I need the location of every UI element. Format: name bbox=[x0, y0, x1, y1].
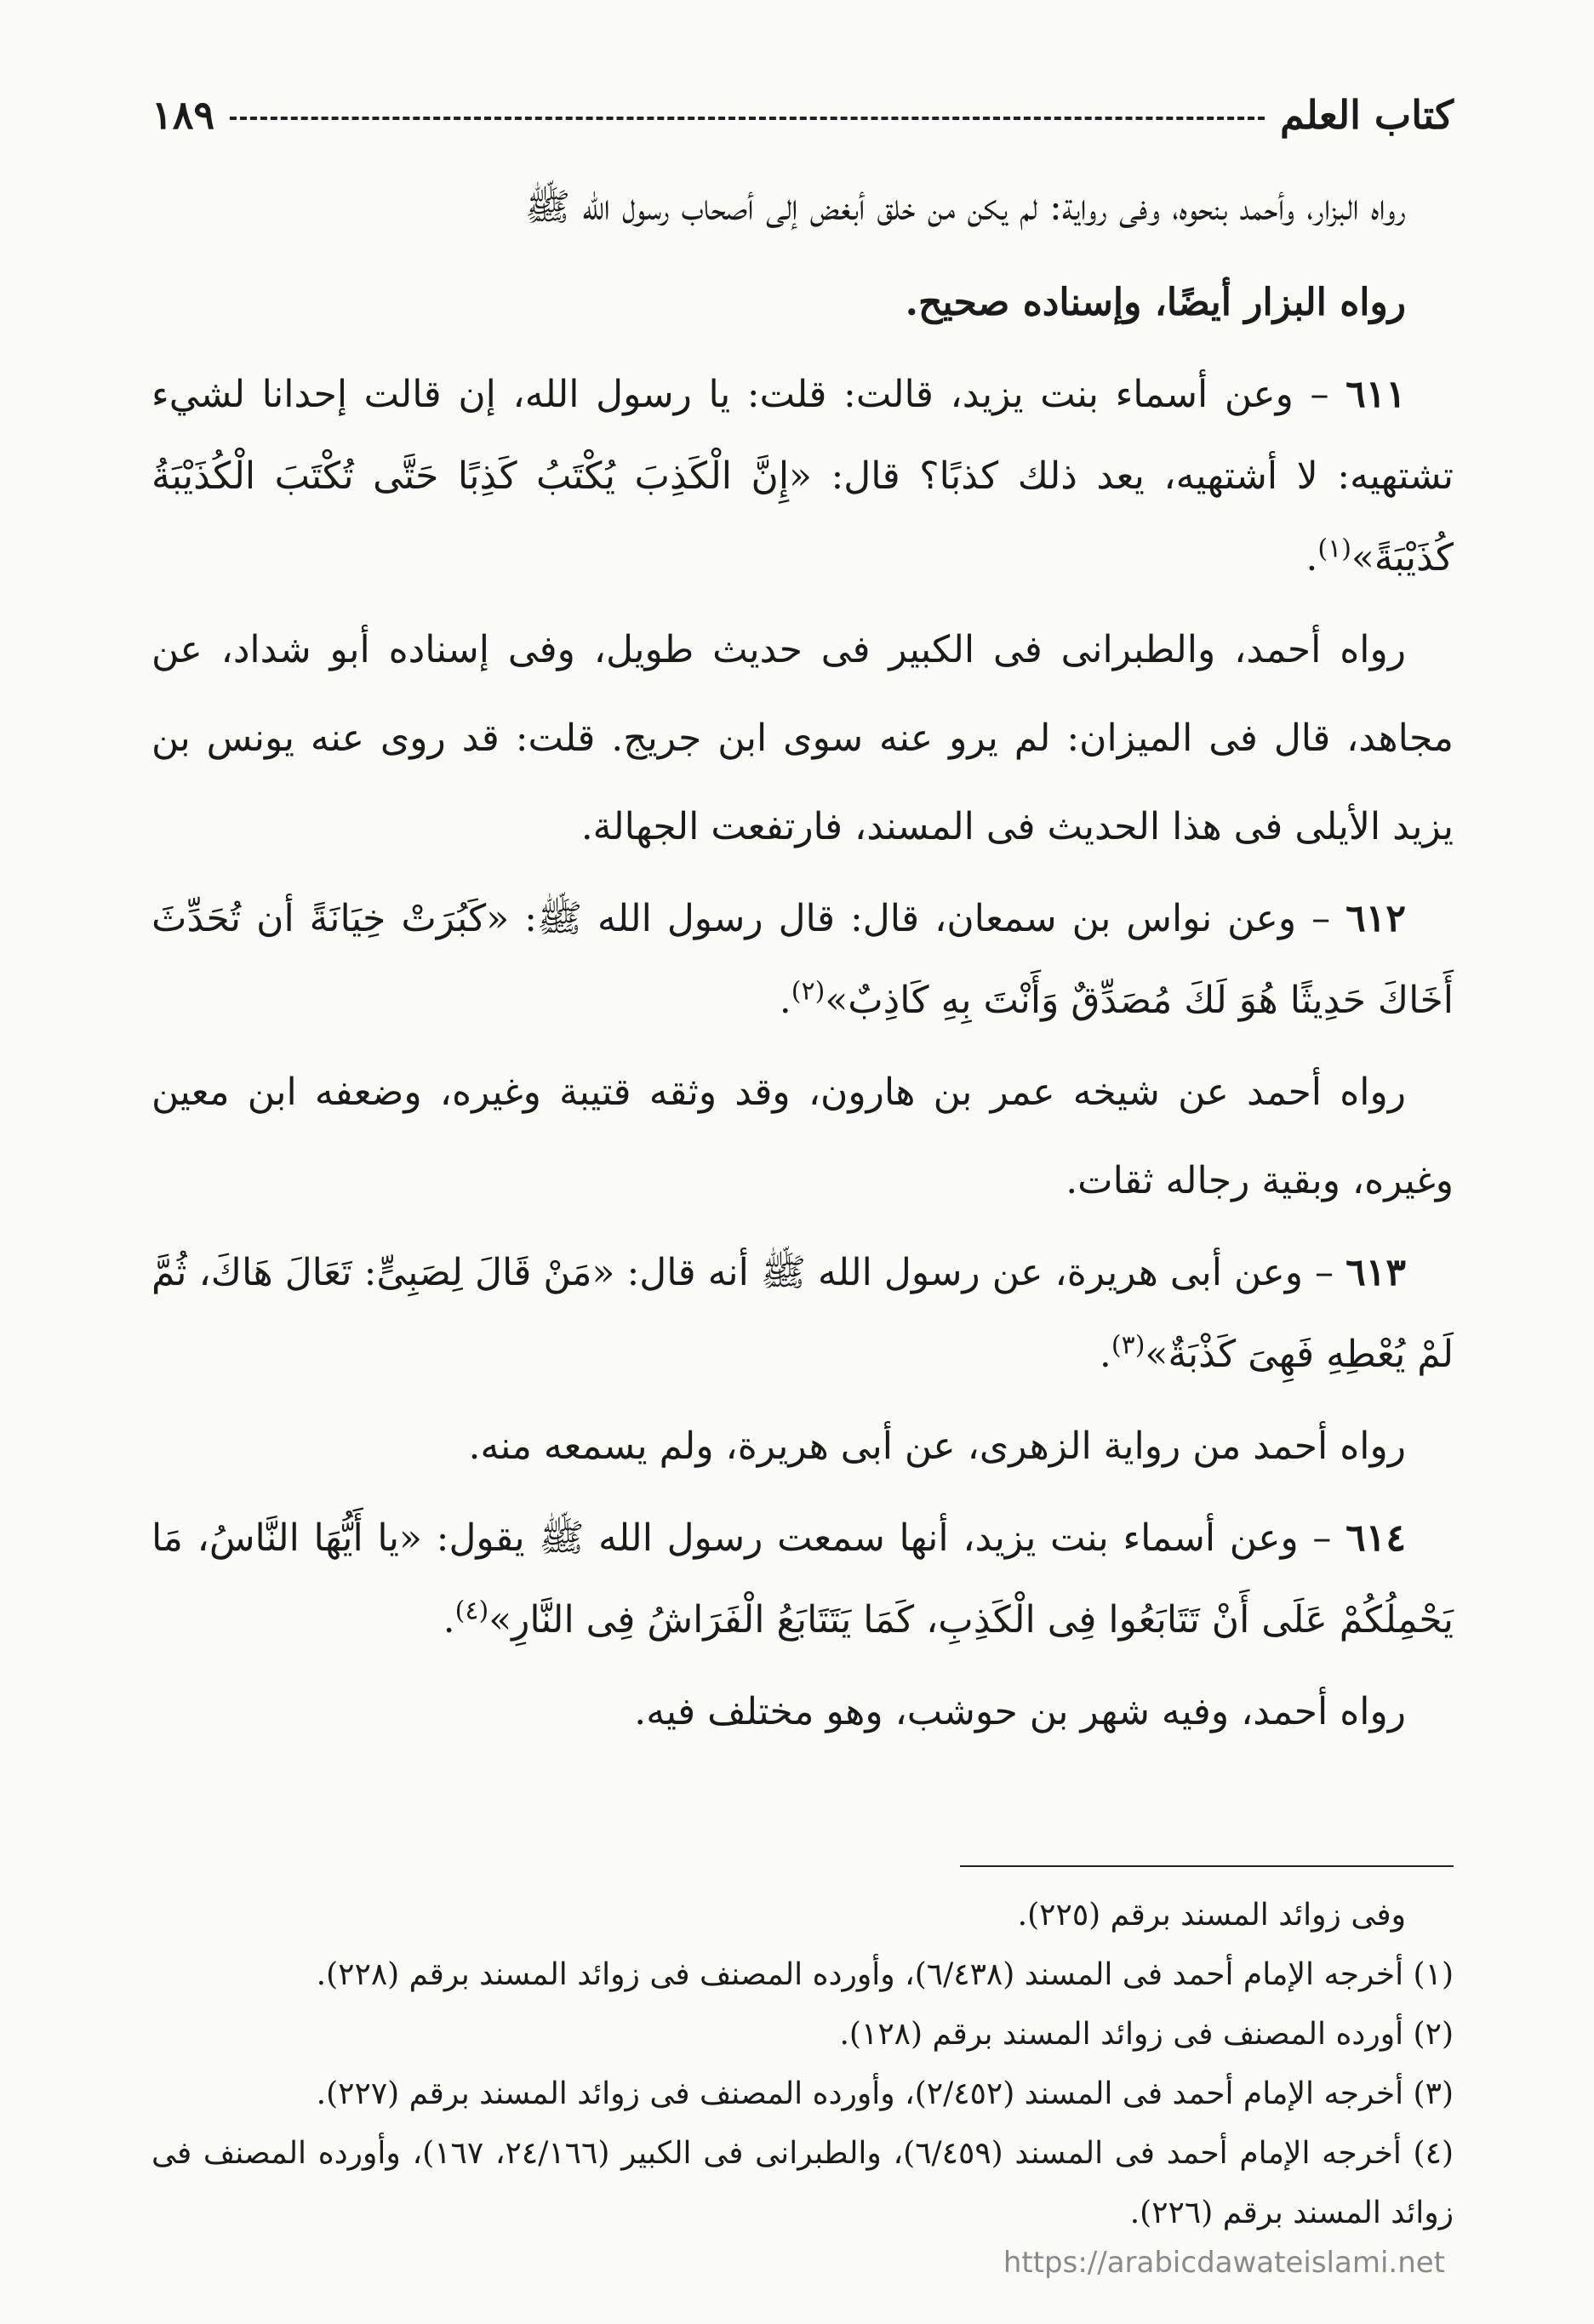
footnote-ref: (١) bbox=[1317, 534, 1351, 564]
footnote-1: (١) أخرجه الإمام أحمد فى المسند (٦/٤٣٨)، وأورده المصنف فى زوائد المسند برقم (٢٢٨). bbox=[316, 1957, 1454, 1992]
paragraph-text: رواه البزار أيضًا، وإسناده صحيح. bbox=[905, 281, 1406, 324]
header-divider bbox=[230, 117, 1265, 120]
hadith-612-source bbox=[151, 1048, 1454, 1225]
source-text: رواه أحمد من رواية الزهرى، عن أبى هريرة، ولم يسمعه منه. bbox=[468, 1425, 1406, 1468]
footnote-ref: (٤) bbox=[454, 1596, 489, 1626]
footnote-continued: وفى زوائد المسند برقم (٢٢٥). bbox=[1017, 1898, 1406, 1933]
footnote-divider bbox=[960, 1865, 1454, 1867]
paragraph-bazzar-narration bbox=[151, 163, 1454, 252]
paragraph-text: رواه البزار، وأحمد بنحوه، وفى رواية: لم يكن من خلق أبغض إلى أصحاب رسول الله ﷺ bbox=[524, 186, 1406, 229]
hadith-number: ٦١٢ bbox=[1345, 897, 1406, 940]
hadith-611-source bbox=[151, 606, 1454, 871]
hadith-text: – وعن أبى هريرة، عن رسول الله ﷺ أنه قال: «مَنْ قَالَ لِصَبِىٍّ: تَعَالَ هَاكَ، ثُمَّ لَمْ يُعْطِهِ فَهِىَ كَذْبَةٌ» bbox=[151, 1251, 1454, 1376]
page-number: ١٨٩ bbox=[151, 92, 215, 138]
footnote-4: (٤) أخرجه الإمام أحمد فى المسند (٦/٤٥٩)، والطبرانى فى الكبير (٢٤/١٦٦، ١٦٧)، وأورده المصنف فى زوائد المسند برقم (٢٢٦). bbox=[151, 2136, 1454, 2230]
hadith-613: ٦١٣ – وعن أبى هريرة، عن رسول الله ﷺ أنه قال: «مَنْ قَالَ لِصَبِىٍّ: تَعَالَ هَاكَ، ثُمَّ لَمْ يُعْطِهِ فَهِىَ كَذْبَةٌ»$^{(٣)}$. bbox=[151, 1251, 1454, 1376]
footnote-ref: (٣) bbox=[1111, 1330, 1146, 1361]
watermark-url: https://arabicdawateislami.net bbox=[1003, 2246, 1445, 2280]
footnote-ref: (٢) bbox=[791, 976, 826, 1007]
footnote-2: (٢) أورده المصنف فى زوائد المسند برقم (١٢٨). bbox=[839, 2017, 1454, 2052]
source-text: رواه أحمد، والطبرانى فى الكبير فى حديث طويل، وفى إسناده أبو شداد، عن مجاهد، قال فى الميزان: لم يرو عنه سوى ابن جريج. قلت: قد روى عنه يونس بن يزيد الأيلى فى هذا الحديث فى المسند، فارتفعت الجهالة. bbox=[151, 628, 1454, 848]
paragraph-bazzar-chain bbox=[151, 259, 1454, 347]
hadith-613-source bbox=[151, 1402, 1454, 1491]
hadith-614: ٦١٤ – وعن أسماء بنت يزيد، أنها سمعت رسول الله ﷺ يقول: «يا أَيُّهَا النَّاسُ، مَا يَحْمِلُكُمْ عَلَى أَنْ تَتَابَعُوا فِى الْكَذِبِ، كَمَا يَتَتَابَعُ الْفَرَاشُ فِى النَّارِ»$^{(٤)}$. bbox=[151, 1516, 1454, 1642]
page-header bbox=[151, 85, 1454, 145]
source-text: رواه أحمد، وفيه شهر بن حوشب، وهو مختلف فيه. bbox=[634, 1690, 1406, 1733]
hadith-number: ٦١١ bbox=[1345, 373, 1406, 416]
book-page bbox=[151, 85, 1454, 2243]
chapter-title: كتاب العلم bbox=[1280, 92, 1454, 138]
spacer bbox=[151, 1763, 1454, 1865]
hadith-text: – وعن أسماء بنت يزيد، أنها سمعت رسول الله ﷺ يقول: «يا أَيُّهَا النَّاسُ، مَا يَحْمِلُكُمْ عَلَى أَنْ تَتَابَعُوا فِى الْكَذِبِ، كَمَا يَتَتَابَعُ الْفَرَاشُ فِى النَّارِ» bbox=[151, 1516, 1454, 1642]
source-text: رواه أحمد عن شيخه عمر بن هارون، وقد وثقه قتيبة وغيره، وضعفه ابن معين وغيره، وبقية رجاله ثقات. bbox=[151, 1071, 1454, 1202]
hadith-number: ٦١٣ bbox=[1345, 1251, 1406, 1294]
hadith-611: ٦١١ – وعن أسماء بنت يزيد، قالت: قلت: يا رسول الله، إن قالت إحدانا لشيء تشتهيه: لا أشتهيه، يعد ذلك كذبًا؟ قال: «إِنَّ الْكَذِبَ يُكْتَبُ كَذِبًا حَتَّى تُكْتَبَ الْكُذَيْبَةُ كُذَيْبَةً»$^{(١)}$. bbox=[151, 373, 1454, 580]
footnote-3: (٣) أخرجه الإمام أحمد فى المسند (٢/٤٥٢)، وأورده المصنف فى زوائد المسند برقم (٢٢٧). bbox=[316, 2076, 1454, 2111]
hadith-number: ٦١٤ bbox=[1345, 1516, 1406, 1560]
hadith-614-source bbox=[151, 1668, 1454, 1756]
hadith-text: – وعن أسماء بنت يزيد، قالت: قلت: يا رسول الله، إن قالت إحدانا لشيء تشتهيه: لا أشتهيه، يعد ذلك كذبًا؟ قال: «إِنَّ الْكَذِبَ يُكْتَبُ كَذِبًا حَتَّى تُكْتَبَ الْكُذَيْبَةُ كُذَيْبَةً» bbox=[151, 373, 1454, 580]
hadith-612: ٦١٢ – وعن نواس بن سمعان، قال: قال رسول الله ﷺ: «كَبُرَتْ خِيَانَةً أن تُحَدِّثَ أَخَاكَ حَدِيثًا هُوَ لَكَ مُصَدِّقٌ وَأَنْتَ بِهِ كَاذِبٌ»$^{(٢)}$. bbox=[151, 897, 1454, 1022]
hadith-text: – وعن نواس بن سمعان، قال: قال رسول الله ﷺ: «كَبُرَتْ خِيَانَةً أن تُحَدِّثَ أَخَاكَ حَدِيثًا هُوَ لَكَ مُصَدِّقٌ وَأَنْتَ بِهِ كَاذِبٌ» bbox=[151, 897, 1454, 1022]
